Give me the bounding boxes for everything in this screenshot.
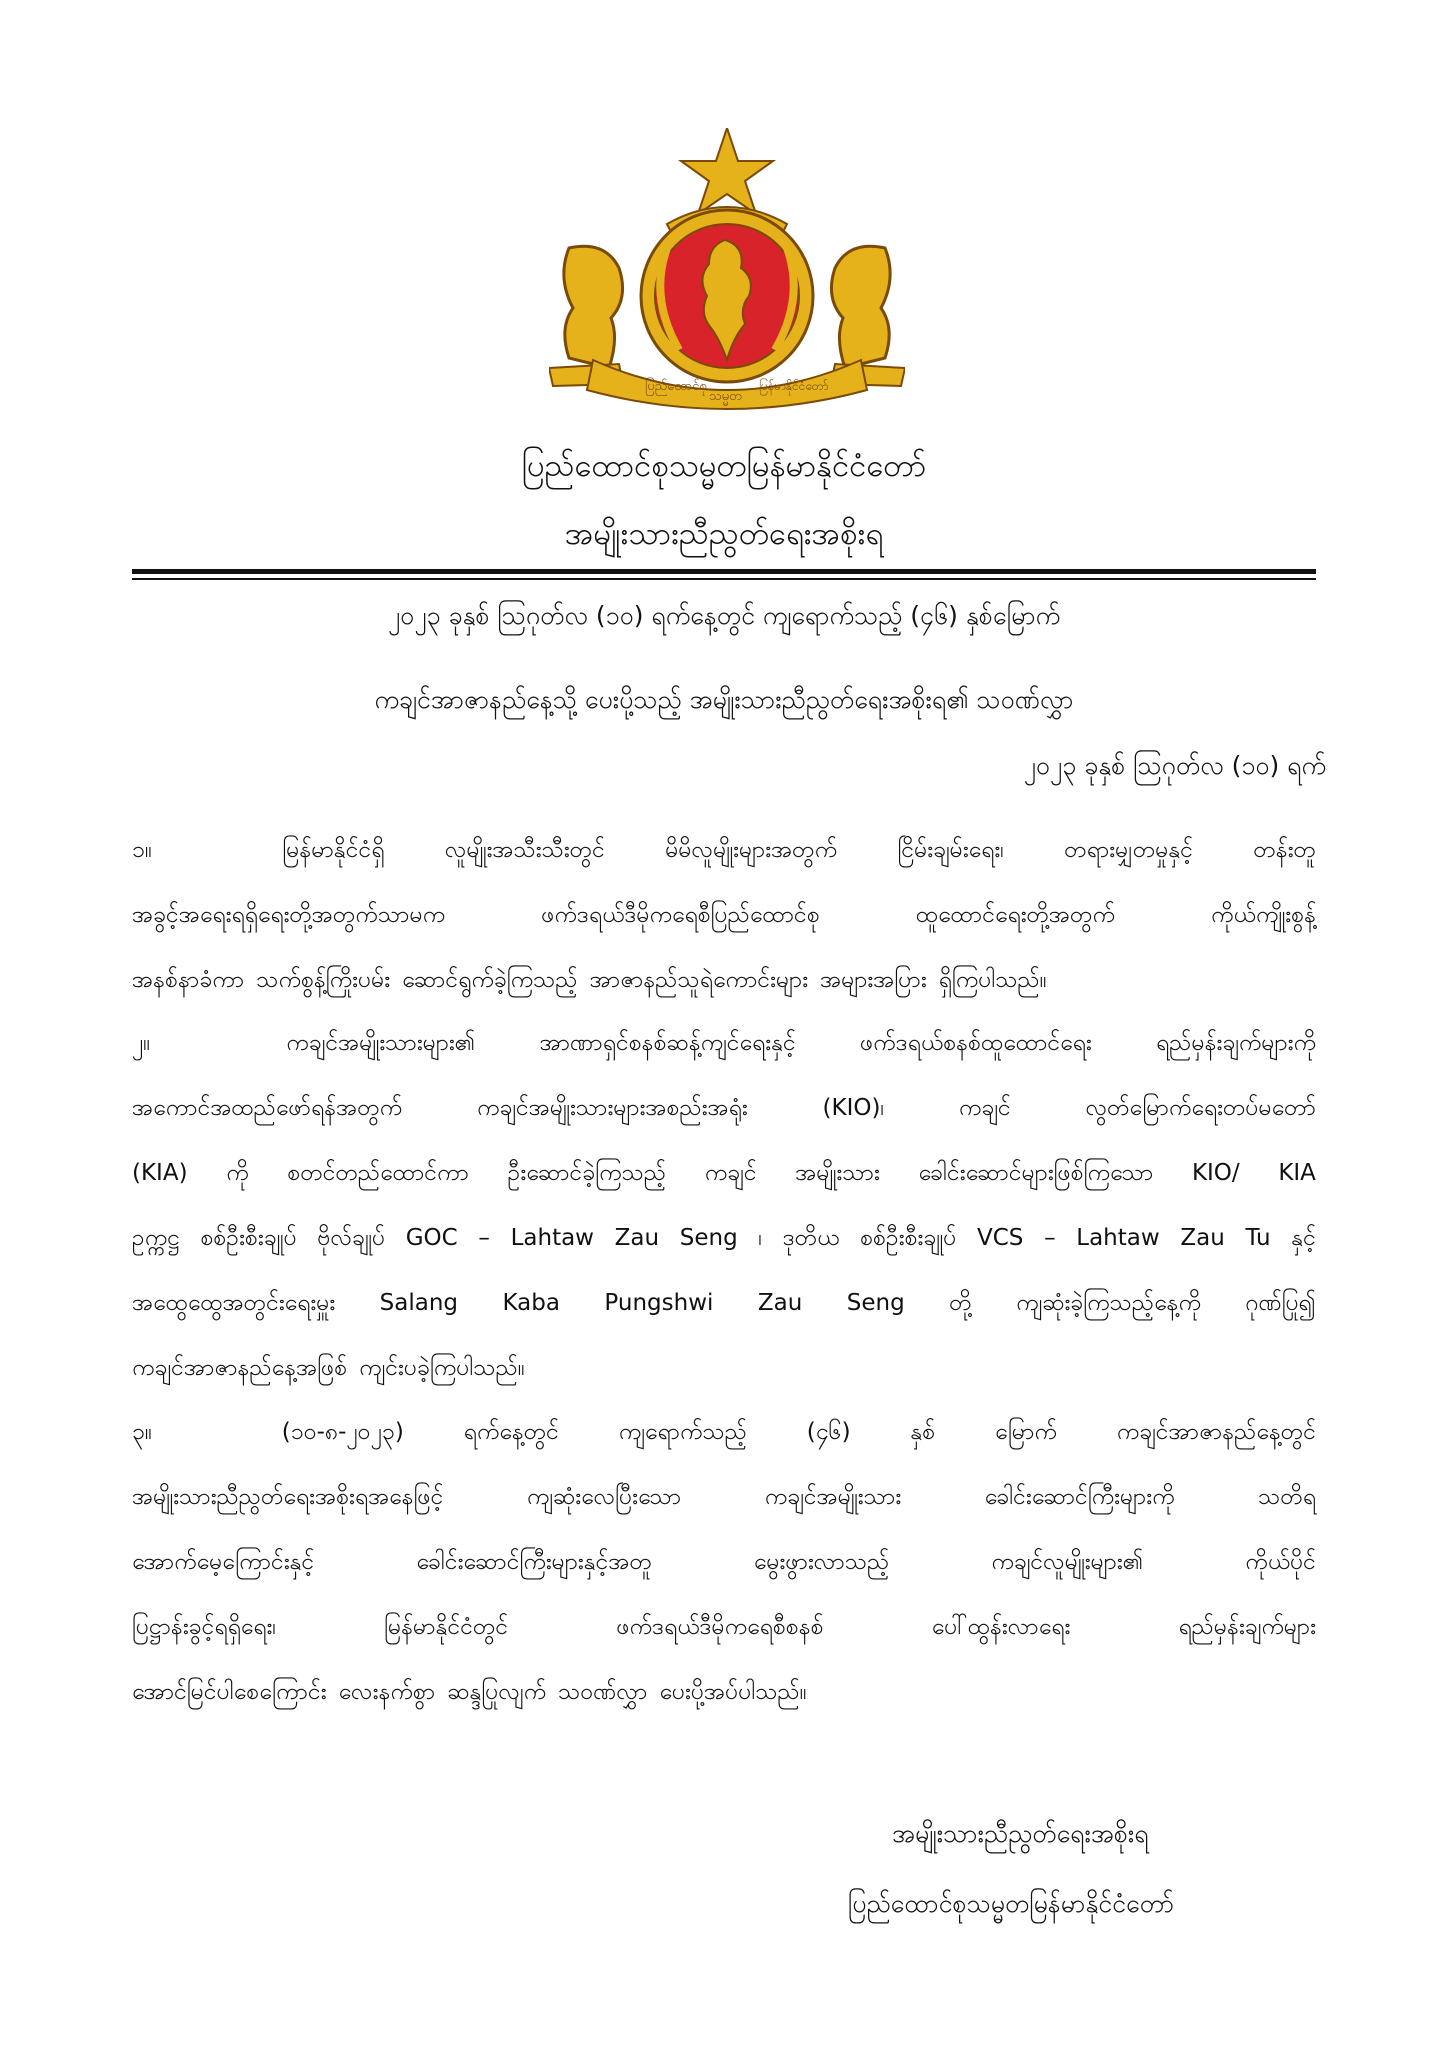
word: ရည်မှန်းချက်များ <box>1178 1614 1316 1640</box>
word: မြန်မာနိုင်ငံရှိ <box>282 837 385 863</box>
word: မြန်မာနိုင်ငံတွင် <box>384 1614 509 1640</box>
paragraph-line <box>132 1271 1316 1336</box>
word: ကျရောက်သည့် <box>618 1419 747 1445</box>
word: အောက်မေ့ကြောင်းနှင့် <box>132 1549 315 1575</box>
word: မွေးဖွားလာသည့် <box>753 1549 890 1575</box>
word: ဦးဆောင်ခဲ့ကြသည့် <box>507 1160 667 1186</box>
paragraph-2 <box>132 1011 1316 1401</box>
word: (KIO)၊ <box>822 1095 885 1121</box>
word: ကချင်အမျိုးသားများ၏ <box>286 1030 476 1056</box>
word: လေးနက်စွာ <box>338 1679 436 1705</box>
paragraph-number: ၃။ <box>132 1419 152 1445</box>
word: စတင်တည်ထောင်ကာ <box>287 1160 469 1186</box>
word: ပေါ်ထွန်းလာရေး <box>931 1614 1071 1640</box>
word: ကျဆုံးလေပြီးသော <box>526 1484 682 1510</box>
word: ဖက်ဒရယ်ဒီမိုကရေစီပြည်ထောင်စု <box>541 902 820 928</box>
word: (KIA) <box>132 1160 188 1186</box>
word: Seng <box>679 1225 738 1251</box>
word: ပေးပို့အပ်ပါသည်။ <box>659 1679 807 1705</box>
seal-inscription-left: ပြည်ထောင်စု <box>645 379 707 394</box>
word: (၁၀-၈-၂၀၂၃) <box>281 1419 404 1445</box>
word: လူမျိုးအသီးသီးတွင် <box>444 837 605 863</box>
subject-line-1: ၂၀၂၃ ခုနှစ် ဩဂုတ်လ (၁၀) ရက်နေ့တွင် ကျရောက်သည့် (၄၆) နှစ်မြောက် <box>387 601 1061 630</box>
subject-line-2: ကချင်အာဇာနည်နေ့သို့ ပေးပို့သည့် အမျိုးသားညီညွတ်ရေးအစိုးရ၏ သဝဏ်လွှာ <box>374 685 1074 714</box>
word: ကချင်အာဇာနည်နေ့အဖြစ် <box>132 1355 348 1381</box>
word: ကိုယ်ပိုင် <box>1245 1549 1316 1575</box>
paragraph-line <box>132 1400 1316 1465</box>
word: VCS <box>977 1225 1024 1251</box>
word: – <box>478 1225 490 1251</box>
word: ဂုဏ်ပြု၍ <box>1245 1290 1316 1316</box>
paragraph-line <box>132 1595 1316 1660</box>
word: တို့ <box>949 1290 972 1316</box>
word: ခေါင်းဆောင်များဖြစ်ကြသော <box>918 1160 1154 1186</box>
word: မြောက် <box>995 1419 1057 1445</box>
word: ဆန္ဒပြုလျက် <box>447 1679 547 1705</box>
seal-inscription-center: သမ္မတ <box>709 389 742 404</box>
seal-inscription-right: မြန်မာနိုင်ငံတော် <box>759 379 829 393</box>
word: Zau <box>757 1290 803 1316</box>
paragraph-line <box>132 1141 1316 1206</box>
word: Salang <box>379 1290 459 1316</box>
word: ကိုယ်ကျိုးစွန့် <box>1211 902 1316 928</box>
word: Pungshwi <box>604 1290 714 1316</box>
word: တန်းတူ <box>1253 837 1316 863</box>
word: Lahtaw <box>510 1225 594 1251</box>
paragraph-1 <box>132 818 1316 1013</box>
signature-office: အမျိုးသားညီညွတ်ရေးအစိုးရ <box>892 1819 1149 1848</box>
word: – <box>1044 1225 1056 1251</box>
paragraph-line <box>132 1660 1316 1725</box>
paragraph-line <box>132 1336 1316 1401</box>
word: ကချင်အမျိုးသားများအစည်းအရုံး <box>476 1095 748 1121</box>
word: အနစ်နာခံကာ <box>132 967 245 993</box>
paragraph-number: ၁။ <box>132 837 152 863</box>
word: ကချင်လူမျိုးများ၏ <box>991 1549 1144 1575</box>
word: Seng <box>846 1290 905 1316</box>
word: ခေါင်းဆောင်ကြီးများကို <box>984 1484 1175 1510</box>
word: အများအပြား <box>820 967 927 993</box>
word: စစ်ဦးစီးချုပ် <box>200 1225 297 1251</box>
paragraph-line <box>132 1530 1316 1595</box>
word: နှစ် <box>910 1419 936 1445</box>
word: သတိရ <box>1258 1484 1316 1510</box>
state-seal-icon <box>549 128 905 412</box>
paragraph-line <box>132 1465 1316 1530</box>
word: တရားမျှတမှုနှင့် <box>1064 837 1193 863</box>
word: အမျိုးသားညီညွတ်ရေးအစိုးရအနေဖြင့် <box>132 1484 444 1510</box>
word: ဖက်ဒရယ်စနစ်ထူထောင်ရေး <box>860 1030 1092 1056</box>
header-divider-thin <box>132 578 1316 580</box>
word: သဝဏ်လွှာ <box>558 1679 648 1705</box>
word: ကျဆုံးခဲ့ကြသည့်နေ့ကို <box>1016 1290 1201 1316</box>
word: ငြိမ်းချမ်းရေး၊ <box>897 837 1004 863</box>
word: GOC <box>405 1225 458 1251</box>
header-divider-thick <box>132 569 1316 574</box>
word: အောင်မြင်ပါစေကြောင်း <box>132 1679 327 1705</box>
word: မိမိလူမျိုးများအတွက် <box>665 837 838 863</box>
word: ထူထောင်ရေးတို့အတွက် <box>915 902 1115 928</box>
paragraph-line <box>132 1011 1316 1076</box>
paragraph-line <box>132 948 1316 1013</box>
word: အမျိုးသား <box>795 1160 880 1186</box>
word: ပြဋ္ဌာန်းခွင့်ရရှိရေး၊ <box>132 1614 276 1640</box>
word: အာဇာနည်သူရဲကောင်းများ <box>589 967 809 993</box>
word: ရက်နေ့တွင် <box>463 1419 559 1445</box>
word: ဆောင်ရွက်ခဲ့ကြသည့် <box>402 967 578 993</box>
word: Lahtaw <box>1076 1225 1160 1251</box>
word: ၊ <box>758 1225 763 1251</box>
country-title: ပြည်ထောင်စုသမ္မတမြန်မာနိုင်ငံတော် <box>521 448 927 484</box>
word: ကို <box>226 1160 249 1186</box>
word: ကချင် <box>704 1160 757 1186</box>
word: အကောင်အထည်ဖော်ရန်အတွက် <box>132 1095 403 1121</box>
word: Zau <box>614 1225 660 1251</box>
word: ခေါင်းဆောင်ကြီးများနှင့်အတူ <box>416 1549 652 1575</box>
word: ဖက်ဒရယ်ဒီမိုကရေစီစနစ် <box>616 1614 824 1640</box>
paragraph-line <box>132 818 1316 883</box>
word: သက်စွန့်ကြိုးပမ်း <box>256 967 391 993</box>
word: အာဏာရှင်စနစ်ဆန့်ကျင်ရေးနှင့် <box>539 1030 796 1056</box>
word: ဥက္ကဋ္ဌ <box>132 1225 180 1251</box>
word: ကချင် <box>958 1095 1011 1121</box>
word: ကျင်းပခဲ့ကြပါသည်။ <box>359 1355 525 1381</box>
word: ရည်မှန်းချက်များကို <box>1156 1030 1316 1056</box>
signature-country: ပြည်ထောင်စုသမ္မတမြန်မာနိုင်ငံတော် <box>848 1889 1175 1918</box>
word: (၄၆) <box>806 1419 851 1445</box>
paragraph-line <box>132 883 1316 948</box>
word: ကချင်အမျိုးသား <box>764 1484 902 1510</box>
word: စစ်ဦးစီးချုပ် <box>860 1225 957 1251</box>
word: ဒုတိယ <box>782 1225 840 1251</box>
word: KIO/ <box>1191 1160 1240 1186</box>
word: Kaba <box>502 1290 560 1316</box>
document-date: ၂၀၂၃ ခုနှစ် ဩဂုတ်လ (၁၀) ရက် <box>1023 751 1326 780</box>
word: Zau <box>1180 1225 1225 1251</box>
office-title: အမျိုးသားညီညွတ်ရေးအစိုးရ <box>564 516 884 552</box>
word: ဗိုလ်ချုပ် <box>317 1225 386 1251</box>
paragraph-line <box>132 1206 1316 1271</box>
paragraph-number: ၂။ <box>132 1030 151 1056</box>
paragraph-3 <box>132 1400 1316 1725</box>
word: အခွင့်အရေးရရှိရေးတို့အတွက်သာမက <box>132 902 446 928</box>
word: ရှိကြပါသည်။ <box>938 967 1047 993</box>
word: နှင့် <box>1291 1225 1316 1251</box>
word: Tu <box>1245 1225 1271 1251</box>
word: အထွေထွေအတွင်းရေးမှူး <box>132 1290 336 1316</box>
word: ကချင်အာဇာနည်နေ့တွင် <box>1116 1419 1316 1445</box>
word: KIA <box>1278 1160 1316 1186</box>
paragraph-line <box>132 1076 1316 1141</box>
word: လွတ်မြောက်ရေးတပ်မတော် <box>1085 1095 1316 1121</box>
